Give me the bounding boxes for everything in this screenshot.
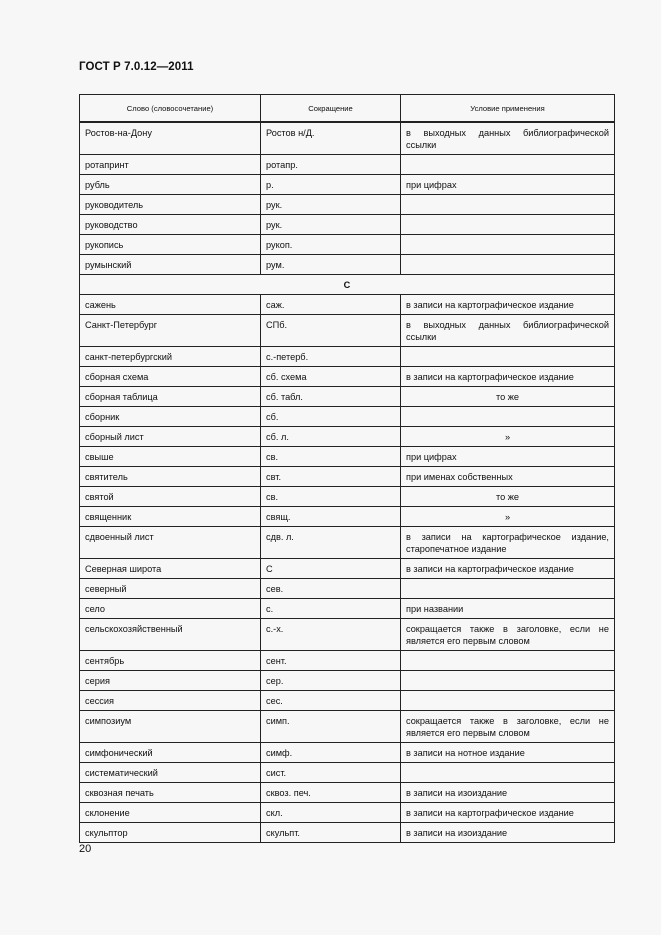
word-cell: симфонический	[80, 743, 261, 763]
abbreviation-cell: симф.	[261, 743, 401, 763]
abbreviation-cell: СПб.	[261, 315, 401, 347]
word-cell: Северная широта	[80, 559, 261, 579]
abbreviation-cell: рук.	[261, 215, 401, 235]
table-row	[80, 427, 615, 447]
abbreviation-cell: с.-х.	[261, 619, 401, 651]
abbreviation-cell: сб. схема	[261, 367, 401, 387]
abbreviation-cell: св.	[261, 447, 401, 467]
abbreviation-cell: сент.	[261, 651, 401, 671]
table-row	[80, 783, 615, 803]
table-row	[80, 447, 615, 467]
table-row	[80, 651, 615, 671]
section-letter: С	[80, 275, 615, 295]
table-row	[80, 347, 615, 367]
table-row	[80, 599, 615, 619]
condition-cell: »	[401, 427, 615, 447]
word-cell: село	[80, 599, 261, 619]
abbreviation-cell: саж.	[261, 295, 401, 315]
abbreviation-cell: сб.	[261, 407, 401, 427]
word-cell: рукопись	[80, 235, 261, 255]
abbreviation-cell: С	[261, 559, 401, 579]
condition-cell	[401, 691, 615, 711]
condition-cell: в записи на картографическое издание	[401, 559, 615, 579]
abbreviation-cell: сб. л.	[261, 427, 401, 447]
word-cell: румынский	[80, 255, 261, 275]
abbreviation-cell: сер.	[261, 671, 401, 691]
condition-cell: в записи на картографическое издание	[401, 367, 615, 387]
word-cell: Ростов-на-Дону	[80, 122, 261, 155]
table-row	[80, 175, 615, 195]
condition-cell: при цифрах	[401, 447, 615, 467]
table-row	[80, 215, 615, 235]
word-cell: симпозиум	[80, 711, 261, 743]
table-row	[80, 315, 615, 347]
column-header-abbreviation: Сокращение	[261, 95, 401, 123]
condition-cell	[401, 155, 615, 175]
word-cell: сдвоенный лист	[80, 527, 261, 559]
abbreviation-cell: с.	[261, 599, 401, 619]
table-row	[80, 255, 615, 275]
condition-cell: сокращается также в заголовке, если не является его первым словом	[401, 711, 615, 743]
word-cell: руководство	[80, 215, 261, 235]
condition-cell: сокращается также в заголовке, если не является его первым словом	[401, 619, 615, 651]
condition-cell	[401, 579, 615, 599]
word-cell: склонение	[80, 803, 261, 823]
word-cell: санкт-петербургский	[80, 347, 261, 367]
word-cell: сельскохозяйственный	[80, 619, 261, 651]
condition-cell: в выходных данных библиографической ссылки	[401, 315, 615, 347]
table-header-row	[80, 95, 615, 123]
condition-cell	[401, 195, 615, 215]
table-row	[80, 823, 615, 843]
word-cell: сажень	[80, 295, 261, 315]
abbreviation-cell: рук.	[261, 195, 401, 215]
table-row	[80, 155, 615, 175]
abbreviation-cell: рукоп.	[261, 235, 401, 255]
table-row	[80, 691, 615, 711]
condition-cell: в записи на картографическое издание	[401, 295, 615, 315]
condition-cell	[401, 651, 615, 671]
word-cell: сентябрь	[80, 651, 261, 671]
abbreviation-cell: рум.	[261, 255, 401, 275]
document-header: ГОСТ Р 7.0.12—2011	[79, 61, 194, 73]
abbreviation-cell: сквоз. печ.	[261, 783, 401, 803]
abbreviation-cell: Ростов н/Д.	[261, 122, 401, 155]
table-row	[80, 579, 615, 599]
condition-cell: то же	[401, 487, 615, 507]
table-row	[80, 235, 615, 255]
abbreviation-cell: сб. табл.	[261, 387, 401, 407]
page-number: 20	[79, 843, 92, 855]
table-row	[80, 763, 615, 783]
condition-cell: в записи на картографическое издание	[401, 803, 615, 823]
word-cell: скульптор	[80, 823, 261, 843]
condition-cell: в выходных данных библиографической ссылки	[401, 122, 615, 155]
condition-cell: то же	[401, 387, 615, 407]
table-row	[80, 407, 615, 427]
abbreviation-cell: свт.	[261, 467, 401, 487]
abbreviation-cell: ротапр.	[261, 155, 401, 175]
table-row	[80, 527, 615, 559]
word-cell: северный	[80, 579, 261, 599]
table-row	[80, 467, 615, 487]
table-row	[80, 803, 615, 823]
abbreviations-table	[79, 94, 615, 843]
section-letter-row	[80, 275, 615, 295]
table-body	[80, 122, 615, 843]
word-cell: Санкт-Петербург	[80, 315, 261, 347]
word-cell: сквозная печать	[80, 783, 261, 803]
condition-cell	[401, 671, 615, 691]
word-cell: руководитель	[80, 195, 261, 215]
condition-cell: в записи на картографическое издание, старопечатное издание	[401, 527, 615, 559]
condition-cell: »	[401, 507, 615, 527]
table-row	[80, 671, 615, 691]
condition-cell	[401, 347, 615, 367]
word-cell: сборник	[80, 407, 261, 427]
word-cell: серия	[80, 671, 261, 691]
table-row	[80, 195, 615, 215]
abbreviation-cell: сдв. л.	[261, 527, 401, 559]
condition-cell: при названии	[401, 599, 615, 619]
condition-cell: при цифрах	[401, 175, 615, 195]
table-row	[80, 619, 615, 651]
condition-cell: в записи на изоиздание	[401, 783, 615, 803]
condition-cell: в записи на изоиздание	[401, 823, 615, 843]
condition-cell: в записи на нотное издание	[401, 743, 615, 763]
table-row	[80, 507, 615, 527]
word-cell: систематический	[80, 763, 261, 783]
word-cell: святой	[80, 487, 261, 507]
condition-cell	[401, 255, 615, 275]
abbreviation-cell: сес.	[261, 691, 401, 711]
abbreviation-cell: св.	[261, 487, 401, 507]
abbreviation-cell: свящ.	[261, 507, 401, 527]
table-row	[80, 367, 615, 387]
word-cell: свыше	[80, 447, 261, 467]
word-cell: священник	[80, 507, 261, 527]
abbreviation-cell: сист.	[261, 763, 401, 783]
table-row	[80, 295, 615, 315]
abbreviation-cell: скульпт.	[261, 823, 401, 843]
table-row	[80, 559, 615, 579]
abbreviation-cell: р.	[261, 175, 401, 195]
condition-cell	[401, 407, 615, 427]
word-cell: сборная таблица	[80, 387, 261, 407]
table-row	[80, 711, 615, 743]
table-row	[80, 122, 615, 155]
word-cell: рубль	[80, 175, 261, 195]
condition-cell	[401, 215, 615, 235]
table-row	[80, 487, 615, 507]
column-header-word: Слово (словосочетание)	[80, 95, 261, 123]
word-cell: святитель	[80, 467, 261, 487]
abbreviation-cell: симп.	[261, 711, 401, 743]
table-row	[80, 743, 615, 763]
column-header-condition: Условие применения	[401, 95, 615, 123]
word-cell: сборная схема	[80, 367, 261, 387]
condition-cell	[401, 235, 615, 255]
condition-cell	[401, 763, 615, 783]
condition-cell: при именах собственных	[401, 467, 615, 487]
abbreviation-cell: с.-петерб.	[261, 347, 401, 367]
table-row	[80, 387, 615, 407]
abbreviation-cell: скл.	[261, 803, 401, 823]
word-cell: сборный лист	[80, 427, 261, 447]
word-cell: сессия	[80, 691, 261, 711]
word-cell: ротапринт	[80, 155, 261, 175]
abbreviation-cell: сев.	[261, 579, 401, 599]
